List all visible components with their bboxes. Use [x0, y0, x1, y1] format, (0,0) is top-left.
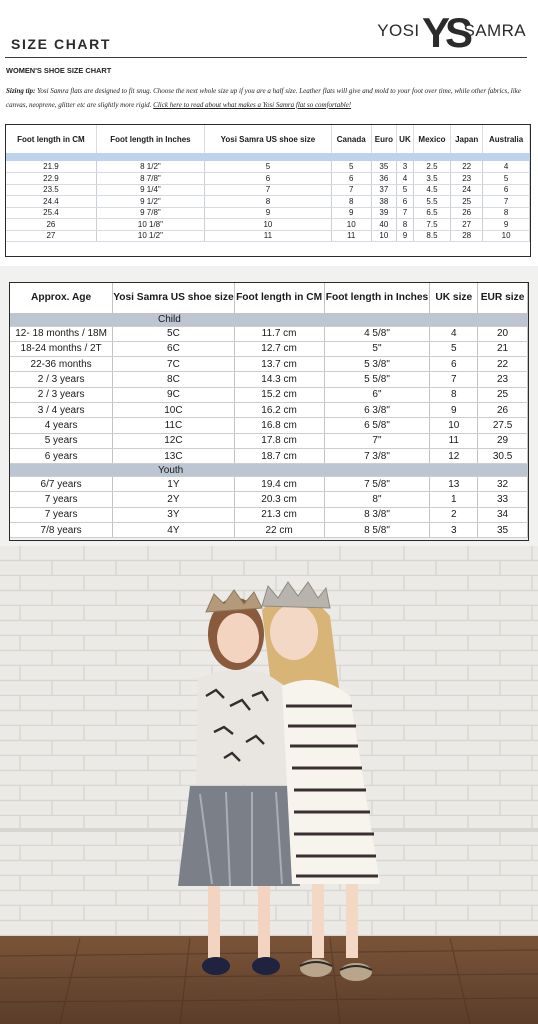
table-cell: 5 5/8" [324, 372, 430, 387]
table-cell: 5 [397, 184, 414, 196]
table-cell: 5 [205, 161, 332, 173]
table-cell: 7.5 [413, 219, 450, 231]
table-cell: 7 5/8" [324, 477, 430, 492]
table-cell: 6/7 years [10, 477, 113, 492]
table-cell: 5 [430, 341, 478, 356]
kids-size-table [10, 283, 528, 538]
table-cell: 16.2 cm [234, 402, 324, 417]
table-cell: 2.5 [413, 161, 450, 173]
table-cell: 21.3 cm [234, 507, 324, 522]
table-cell: 37 [371, 184, 397, 196]
table-cell: 2 / 3 years [10, 387, 113, 402]
table-row [6, 184, 530, 196]
table-row [10, 326, 528, 341]
table-cell: 9 [430, 402, 478, 417]
table-cell: 2 / 3 years [10, 372, 113, 387]
svg-text:YS: YS [421, 9, 468, 56]
table-cell: 15.2 cm [234, 387, 324, 402]
table-cell: 6 [397, 196, 414, 208]
table-cell: 10 [371, 230, 397, 242]
table-cell: 24 [451, 184, 483, 196]
table-cell: 26 [478, 402, 528, 417]
kids-col-header: Foot length in Inches [324, 283, 430, 313]
sizing-tip-text: Yosi Samra flats are designed to fit snug. Choose the next whole size up if you are a half size. Leather flats will give and mold to your foot over time, while other fabrics, like canvas, neoprene, glitter etc are slightly more rigid. [6, 87, 521, 109]
table-cell: 5 [331, 161, 371, 173]
table-cell: 4 [483, 161, 530, 173]
table-cell: 16.8 cm [234, 418, 324, 433]
table-cell: 26 [451, 207, 483, 219]
table-cell: 28 [451, 230, 483, 242]
table-cell: 22 cm [234, 523, 324, 538]
photo-illustration [0, 546, 538, 1024]
table-cell: 5 3/8" [324, 357, 430, 372]
sizing-tip-label: Sizing tip: [6, 87, 36, 95]
table-cell: 12- 18 months / 18M [10, 326, 113, 341]
table-cell: 9C [113, 387, 234, 402]
womens-col-header: Australia [483, 125, 530, 153]
table-cell: 22-36 months [10, 357, 113, 372]
table-cell: 38 [371, 196, 397, 208]
table-cell: 10C [113, 402, 234, 417]
table-cell: 1Y [113, 477, 234, 492]
table-cell: 9 7/8" [96, 207, 204, 219]
ys-monogram-icon [421, 9, 468, 56]
table-cell: 23.5 [6, 184, 96, 196]
table-row [6, 196, 530, 208]
kids-group-label: Youth [10, 464, 528, 477]
table-cell: 3Y [113, 507, 234, 522]
table-cell: 4 [430, 326, 478, 341]
table-cell: 34 [478, 507, 528, 522]
brand-logo[interactable] [377, 9, 526, 56]
table-row [10, 372, 528, 387]
table-cell: 6 [430, 357, 478, 372]
table-cell: 7 3/8" [324, 448, 430, 463]
table-cell: 11 [331, 230, 371, 242]
table-cell: 8.5 [413, 230, 450, 242]
table-cell: 40 [371, 219, 397, 231]
kids-col-header: Foot length in CM [234, 283, 324, 313]
table-cell: 8 [205, 196, 332, 208]
table-row [6, 219, 530, 231]
table-row [10, 402, 528, 417]
table-cell: 6 [331, 173, 371, 185]
table-row [10, 433, 528, 448]
table-cell: 6 3/8" [324, 402, 430, 417]
table-cell: 4.5 [413, 184, 450, 196]
table-cell: 5 years [10, 433, 113, 448]
table-cell: 8 [483, 207, 530, 219]
table-row [10, 341, 528, 356]
table-cell: 1 [430, 492, 478, 507]
table-cell: 12 [430, 448, 478, 463]
header [0, 0, 538, 62]
table-cell: 8 [397, 219, 414, 231]
table-cell: 22 [478, 357, 528, 372]
table-cell: 5" [324, 341, 430, 356]
table-cell: 19.4 cm [234, 477, 324, 492]
table-cell: 35 [478, 523, 528, 538]
table-row [10, 448, 528, 463]
womens-col-header: Euro [371, 125, 397, 153]
band-cell [6, 153, 530, 161]
table-cell: 7 years [10, 507, 113, 522]
table-cell: 6 years [10, 448, 113, 463]
table-row [10, 387, 528, 402]
table-cell: 26 [6, 219, 96, 231]
table-cell: 8 5/8" [324, 523, 430, 538]
table-cell: 20.3 cm [234, 492, 324, 507]
table-cell: 32 [478, 477, 528, 492]
table-row [6, 230, 530, 242]
table-cell: 9 [483, 219, 530, 231]
kids-group-row [10, 313, 528, 326]
table-cell: 4 5/8" [324, 326, 430, 341]
table-cell: 7/8 years [10, 523, 113, 538]
kids-table-header-row [10, 283, 528, 313]
table-cell: 7 [483, 196, 530, 208]
table-cell: 8 3/8" [324, 507, 430, 522]
table-cell: 27 [451, 219, 483, 231]
header-divider [5, 57, 527, 58]
womens-col-header: Yosi Samra US shoe size [205, 125, 332, 153]
table-cell: 8 1/2" [96, 161, 204, 173]
table-cell: 10 [483, 230, 530, 242]
table-cell: 6 [205, 173, 332, 185]
table-cell: 10 [205, 219, 332, 231]
table-cell: 8 7/8" [96, 173, 204, 185]
table-row [10, 507, 528, 522]
table-cell: 25 [478, 387, 528, 402]
table-cell: 7" [324, 433, 430, 448]
table-cell: 21.9 [6, 161, 96, 173]
table-cell: 4Y [113, 523, 234, 538]
table-cell: 18.7 cm [234, 448, 324, 463]
table-cell: 7C [113, 357, 234, 372]
table-cell: 9 1/2" [96, 196, 204, 208]
table-cell: 8" [324, 492, 430, 507]
womens-table-header-row [6, 125, 530, 153]
table-row [10, 418, 528, 433]
table-cell: 39 [371, 207, 397, 219]
sizing-tip [6, 85, 526, 112]
kids-group-label: Child [10, 313, 528, 326]
table-cell: 11 [430, 433, 478, 448]
kids-group-row [10, 464, 528, 477]
comfort-article-link[interactable]: Click here to read about what makes a Yosi Samra flat so comfortable! [153, 100, 352, 109]
table-row [10, 477, 528, 492]
logo-word-left: YOSI [377, 21, 420, 40]
table-cell: 20 [478, 326, 528, 341]
table-row [10, 523, 528, 538]
table-cell: 9 [397, 230, 414, 242]
table-row [10, 492, 528, 507]
kids-col-header: Approx. Age [10, 283, 113, 313]
womens-size-table [6, 125, 530, 242]
table-cell: 12C [113, 433, 234, 448]
table-cell: 11C [113, 418, 234, 433]
table-cell: 7 [331, 184, 371, 196]
womens-col-header: Mexico [413, 125, 450, 153]
table-cell: 7 years [10, 492, 113, 507]
table-cell: 2 [430, 507, 478, 522]
table-cell: 9 [331, 207, 371, 219]
womens-col-header: Canada [331, 125, 371, 153]
table-row [10, 357, 528, 372]
table-cell: 13 [430, 477, 478, 492]
table-cell: 22.9 [6, 173, 96, 185]
table-cell: 11.7 cm [234, 326, 324, 341]
womens-col-header: Japan [451, 125, 483, 153]
table-cell: 27 [6, 230, 96, 242]
table-row [6, 161, 530, 173]
womens-chart-subtitle: WOMEN'S SHOE SIZE CHART [6, 66, 112, 75]
table-cell: 6.5 [413, 207, 450, 219]
table-cell: 25.4 [6, 207, 96, 219]
table-cell: 3 [397, 161, 414, 173]
table-cell: 10 1/8" [96, 219, 204, 231]
table-cell: 13C [113, 448, 234, 463]
table-cell: 7 [430, 372, 478, 387]
table-cell: 8 [331, 196, 371, 208]
table-cell: 8 [430, 387, 478, 402]
womens-col-header: UK [397, 125, 414, 153]
kids-col-header: EUR size [478, 283, 528, 313]
table-cell: 11 [205, 230, 332, 242]
kids-col-header: Yosi Samra US shoe size [113, 283, 234, 313]
table-cell: 10 [331, 219, 371, 231]
table-cell: 10 [430, 418, 478, 433]
table-cell: 6 [483, 184, 530, 196]
table-cell: 8C [113, 372, 234, 387]
logo-word-right: SAMRA [463, 21, 526, 40]
table-cell: 25 [451, 196, 483, 208]
table-cell: 33 [478, 492, 528, 507]
table-cell: 29 [478, 433, 528, 448]
table-cell: 14.3 cm [234, 372, 324, 387]
table-row [6, 207, 530, 219]
table-cell: 27.5 [478, 418, 528, 433]
table-cell: 30.5 [478, 448, 528, 463]
table-cell: 7 [397, 207, 414, 219]
table-cell: 3 / 4 years [10, 402, 113, 417]
table-cell: 23 [478, 372, 528, 387]
table-cell: 21 [478, 341, 528, 356]
table-cell: 2Y [113, 492, 234, 507]
kids-col-header: UK size [430, 283, 478, 313]
table-cell: 6" [324, 387, 430, 402]
table-cell: 6C [113, 341, 234, 356]
table-cell: 4 [397, 173, 414, 185]
table-cell: 24.4 [6, 196, 96, 208]
table-cell: 36 [371, 173, 397, 185]
table-cell: 10 1/2" [96, 230, 204, 242]
table-cell: 6 5/8" [324, 418, 430, 433]
table-cell: 3 [430, 523, 478, 538]
table-cell: 5C [113, 326, 234, 341]
table-cell: 5 [483, 173, 530, 185]
table-cell: 5.5 [413, 196, 450, 208]
table-cell: 18-24 months / 2T [10, 341, 113, 356]
page-title: SIZE CHART [11, 36, 111, 52]
table-cell: 9 1/4" [96, 184, 204, 196]
table-cell: 3.5 [413, 173, 450, 185]
kids-lifestyle-photo [0, 546, 538, 1024]
table-cell: 12.7 cm [234, 341, 324, 356]
table-cell: 4 years [10, 418, 113, 433]
womens-table-band [6, 153, 530, 161]
table-cell: 17.8 cm [234, 433, 324, 448]
womens-col-header: Foot length in Inches [96, 125, 204, 153]
table-row [6, 173, 530, 185]
womens-col-header: Foot length in CM [6, 125, 96, 153]
table-cell: 23 [451, 173, 483, 185]
table-cell: 7 [205, 184, 332, 196]
table-cell: 9 [205, 207, 332, 219]
table-cell: 13.7 cm [234, 357, 324, 372]
table-cell: 22 [451, 161, 483, 173]
table-cell: 35 [371, 161, 397, 173]
